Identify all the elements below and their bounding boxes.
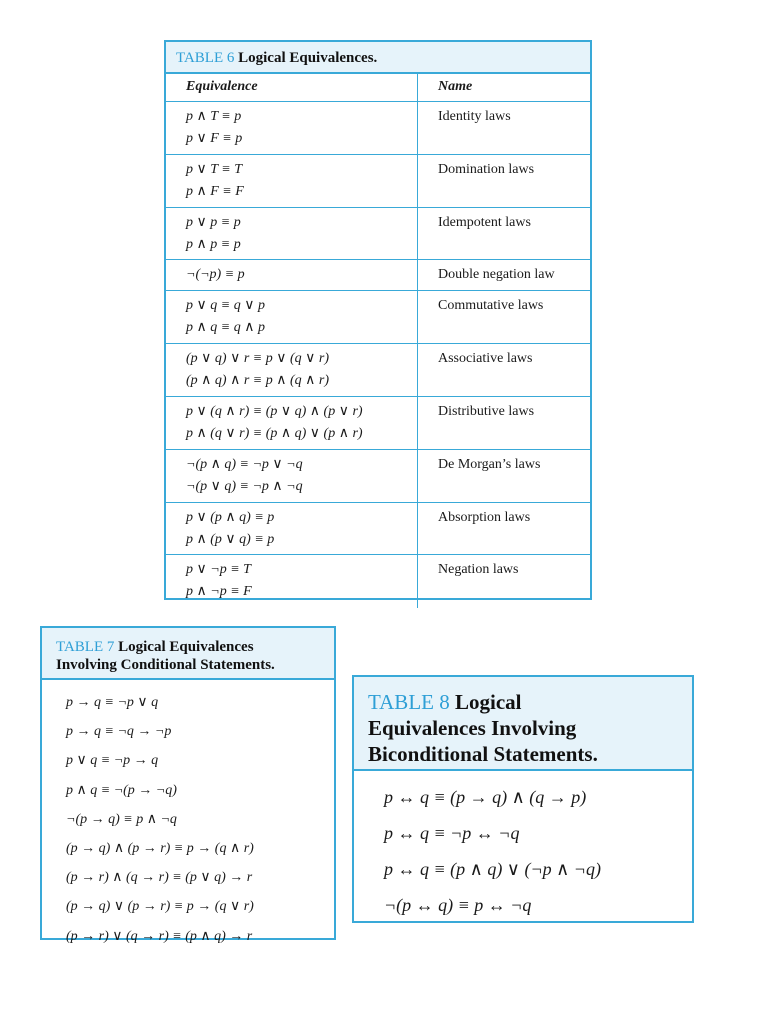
table-row <box>166 555 590 608</box>
law-name: Domination laws <box>438 161 535 177</box>
law-name: Absorption laws <box>438 509 531 525</box>
equivalence: p ∧ (q ∨ r) ≡ (p ∧ q) ∨ (p ∧ r) <box>186 425 363 441</box>
equivalence: ¬(p ∧ q) ≡ ¬p ∨ ¬q <box>186 456 303 472</box>
law-name: Negation laws <box>438 562 519 578</box>
table-6 <box>164 40 592 600</box>
table-8 <box>352 675 694 923</box>
table-row <box>166 291 590 344</box>
equivalence: p ∨ (q ∧ r) ≡ (p ∨ q) ∧ (p ∨ r) <box>186 403 363 419</box>
equivalence: p ∨ p ≡ p <box>186 214 241 230</box>
law-name: Commutative laws <box>438 298 544 314</box>
column-header-name: Name <box>438 79 473 94</box>
equivalence: p ∧ q ≡ ¬(p → ¬q) <box>66 782 177 798</box>
equivalence: p ∧ (p ∨ q) ≡ p <box>186 531 275 547</box>
equivalence: ¬(¬p) ≡ p <box>186 267 245 283</box>
equivalence: (p → q) ∧ (p → r) ≡ p → (q ∧ r) <box>66 841 254 857</box>
equivalence: p ∧ F ≡ F <box>186 183 244 199</box>
equivalence: p ∨ T ≡ T <box>186 161 243 177</box>
equivalence: p ↔ q ≡ ¬p ↔ ¬q <box>384 823 520 843</box>
table-8-header <box>354 677 692 771</box>
table-7-header <box>42 628 334 680</box>
table-6-header <box>166 42 590 74</box>
equivalence: p ∧ q ≡ q ∧ p <box>186 320 265 336</box>
law-name: Distributive laws <box>438 403 535 419</box>
equivalence: ¬(p ↔ q) ≡ p ↔ ¬q <box>384 895 532 915</box>
equivalence: p ∧ p ≡ p <box>186 236 241 252</box>
equivalence: p ∨ (p ∧ q) ≡ p <box>186 509 275 525</box>
table-row <box>166 155 590 208</box>
equivalence: p ∧ ¬p ≡ F <box>186 584 252 600</box>
table-row <box>166 344 590 397</box>
law-name: Identity laws <box>438 109 511 124</box>
equivalence: p → q ≡ ¬p ∨ q <box>66 695 159 710</box>
table-8-body <box>354 771 692 923</box>
equivalence: (p → r) ∨ (q → r) ≡ (p ∧ q) → r <box>66 928 253 944</box>
law-name: Double negation law <box>438 267 555 283</box>
table-7-title-line-1: Logical Equivalences <box>118 639 254 655</box>
equivalence: (p → r) ∧ (q → r) ≡ (p ∨ q) → r <box>66 870 253 886</box>
table-row <box>166 208 590 261</box>
equivalence: ¬(p → q) ≡ p ∧ ¬q <box>66 811 177 827</box>
table-row <box>166 450 590 503</box>
law-name: De Morgan’s laws <box>438 456 541 472</box>
table-row <box>166 503 590 556</box>
law-name: Idempotent laws <box>438 214 531 230</box>
table-7 <box>40 626 336 944</box>
equivalence: (p → q) ∨ (p → r) ≡ p → (q ∨ r) <box>66 899 254 915</box>
equivalence: ¬(p ∨ q) ≡ ¬p ∧ ¬q <box>186 478 303 494</box>
table-7-title-line-2: Involving Conditional Statements. <box>56 657 275 673</box>
law-name: Associative laws <box>438 351 533 367</box>
equivalence: p ↔ q ≡ (p ∧ q) ∨ (¬p ∧ ¬q) <box>384 859 601 879</box>
table-7-body <box>42 680 334 951</box>
equivalence: p → q ≡ ¬q → ¬p <box>66 724 172 740</box>
equivalence: p ∨ q ≡ ¬p → q <box>66 753 159 769</box>
equivalence: p ∧ T ≡ p <box>186 109 242 124</box>
table-6-number: TABLE 6 <box>176 50 235 66</box>
equivalence: p ∨ q ≡ q ∨ p <box>186 298 265 314</box>
table-8-title-line-1: Logical <box>454 690 522 714</box>
table-row <box>166 397 590 450</box>
table-7-number: TABLE 7 <box>56 639 115 655</box>
table-8-title-line-3: Biconditional Statements. <box>368 742 598 766</box>
equivalence: (p ∧ q) ∧ r ≡ p ∧ (q ∧ r) <box>186 373 329 389</box>
table-6-title: Logical Equivalences. <box>238 50 378 66</box>
equivalence: p ∨ ¬p ≡ T <box>186 562 251 578</box>
equivalence: (p ∨ q) ∨ r ≡ p ∨ (q ∨ r) <box>186 351 329 367</box>
table-6-column-headers <box>166 74 590 102</box>
table-8-number: TABLE 8 <box>368 690 450 714</box>
equivalence: p ↔ q ≡ (p → q) ∧ (q → p) <box>384 787 587 807</box>
equivalence: p ∨ F ≡ p <box>186 131 243 146</box>
table-8-title-line-2: Equivalences Involving <box>368 716 577 740</box>
column-header-equivalence: Equivalence <box>166 74 418 101</box>
table-row <box>166 102 590 155</box>
table-row <box>166 260 590 291</box>
